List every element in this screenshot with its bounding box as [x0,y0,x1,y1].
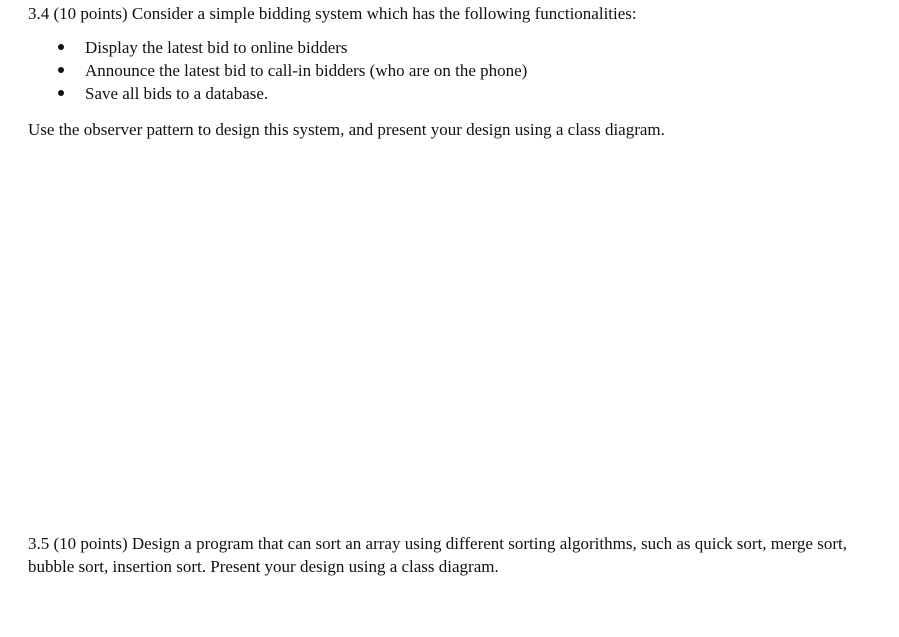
list-item-text: Save all bids to a database. [85,84,269,103]
list-item-text: Announce the latest bid to call-in bidders (who are on the phone) [85,61,528,80]
list-item-text: Display the latest bid to online bidders [85,38,348,57]
question-3-4-title: 3.4 (10 points) Consider a simple bidding system which has the following functionalities: [28,4,637,23]
question-3-4-instruction: Use the observer pattern to design this system, and present your design using a class diagram. [28,120,665,139]
bullet-icon [58,67,64,73]
bullet-icon [58,90,64,96]
bullet-icon [58,44,64,50]
question-3-5-text: 3.5 (10 points) Design a program that can sort an array using different sorting algorithms, such as quick sort, merge sort, bubble sort, insertion sort. Present your design using a class diagram. [28,534,847,576]
